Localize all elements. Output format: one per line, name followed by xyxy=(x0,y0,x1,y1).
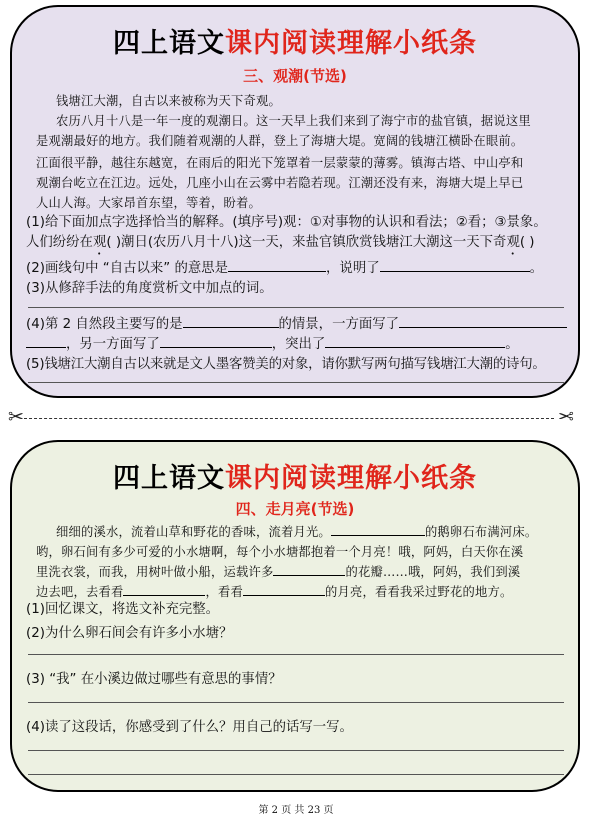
answer-blank[interactable] xyxy=(273,562,345,576)
passage-line: 人山人海。大家昂首东望，等着，盼着。 xyxy=(36,196,261,210)
q4-text: 。 xyxy=(505,337,519,352)
question-1-b xyxy=(26,231,535,258)
passage-line: 江面很平静，越往东越宽，在雨后的阳光下笼罩着一层蒙蒙的薄雾。镇海古塔、中山亭和 xyxy=(36,156,524,170)
passage-line xyxy=(36,562,520,580)
passage-text: 的月亮，看看我采过野花的地方。 xyxy=(324,585,513,599)
card1-title xyxy=(12,21,578,60)
passage-text: 细细的溪水，流着山草和野花的香味，流着月光。 xyxy=(56,525,331,539)
q2-text: 。 xyxy=(529,261,543,276)
card1-title-red: 课内阅读理解小纸条 xyxy=(225,28,477,59)
card-zouyueliang xyxy=(10,440,580,792)
passage-line: 观潮台屹立在江边。远处，几座小山在云雾中若隐若现。江潮还没有来，海塘大堤上早已 xyxy=(36,176,524,190)
answer-blank[interactable] xyxy=(399,314,567,328)
card1-title-black: 四上语文 xyxy=(113,28,225,59)
passage-text: 里洗衣裳，而我，用树叶做小船，运载许多 xyxy=(36,565,274,579)
answer-blank[interactable] xyxy=(380,258,530,272)
passage-line: 是观潮最好的地方。我们随着观潮的人群，登上了海塘大堤。宽阔的钱塘江横卧在眼前。 xyxy=(36,134,524,148)
page-footer: 第 2 页 共 23 页 xyxy=(258,805,334,816)
answer-line[interactable] xyxy=(28,382,564,383)
q2-text: ，说明了 xyxy=(326,261,380,276)
answer-blank[interactable] xyxy=(26,334,66,348)
q4-text: ，另一方面写了 xyxy=(66,337,160,352)
q1-text: ( )潮日(农历八月十八)这一天，来盐官镇欣赏钱塘江大潮这一天下奇 xyxy=(106,235,507,250)
question-2 xyxy=(26,257,543,276)
question-5: (5)钱塘江大潮自古以来就是文人墨客赞美的对象，请你默写两句描写钱塘江大潮的诗句。 xyxy=(26,357,546,372)
card2-title-red: 课内阅读理解小纸条 xyxy=(225,463,477,494)
q4-text: ，突出了 xyxy=(271,337,326,352)
card2-subtitle: 四、走月亮(节选) xyxy=(235,500,355,518)
answer-line[interactable] xyxy=(28,307,564,308)
passage-line xyxy=(56,522,537,540)
question-2: (2)为什么卵石间会有许多小水塘？ xyxy=(26,626,233,641)
answer-line[interactable] xyxy=(28,702,564,703)
answer-blank[interactable] xyxy=(228,258,326,272)
q2-text: (2)画线句中 “自古以来” 的意思是 xyxy=(26,261,229,276)
question-3: (3) “我” 在小溪边做过哪些有意思的事情？ xyxy=(26,672,282,687)
q1-text: 人们纷纷在 xyxy=(26,235,93,250)
answer-line[interactable] xyxy=(28,774,564,775)
scissors-icon: ✂ xyxy=(558,406,574,428)
question-3: (3)从修辞手法的角度赏析文中加点的词。 xyxy=(26,281,273,296)
answer-blank[interactable] xyxy=(123,582,205,596)
answer-blank[interactable] xyxy=(160,334,272,348)
cut-line xyxy=(24,418,554,419)
card-guanchao xyxy=(10,5,580,398)
passage-text: ，看看 xyxy=(205,585,243,599)
answer-line[interactable] xyxy=(28,750,564,751)
passage-line: 农历八月十八是一年一度的观潮日。这一天早上我们来到了海宁市的盐官镇，据说这里 xyxy=(56,114,531,128)
passage-line: 哟，卵石间有多少可爱的小水塘啊，每个小水塘都抱着一个月亮！哦，阿妈，白天你在溪 xyxy=(36,545,524,559)
question-4: (4)读了这段话，你感受到了什么？用自己的话写一写。 xyxy=(26,720,353,735)
question-4-a xyxy=(26,313,567,332)
q1-dotted-char: 观 xyxy=(506,235,520,250)
q4-text: (4)第 2 自然段主要写的是 xyxy=(26,317,183,332)
q4-text: 的情景，一方面写了 xyxy=(278,317,400,332)
card1-subtitle: 三、观潮(节选) xyxy=(243,67,347,85)
passage-line: 钱塘江大潮，自古以来被称为天下奇观。 xyxy=(56,94,281,108)
answer-blank[interactable] xyxy=(243,582,325,596)
passage-text: 的鹅卵石布满河床。 xyxy=(424,525,538,539)
answer-line[interactable] xyxy=(28,654,564,655)
card2-title xyxy=(12,456,578,495)
q1-dotted-char: 观 xyxy=(92,235,107,250)
answer-blank[interactable] xyxy=(325,334,505,348)
question-1: (1)回忆课文，将选文补充完整。 xyxy=(26,602,220,617)
card2-title-black: 四上语文 xyxy=(113,463,225,494)
question-4-b xyxy=(26,333,519,352)
passage-text: 的花瓣……哦，阿妈，我们到溪 xyxy=(345,565,521,579)
answer-blank[interactable] xyxy=(183,314,279,328)
question-1-a: (1)给下面加点字选择恰当的解释。(填序号)观：①对事物的认识和看法；②看；③景象。 xyxy=(26,215,547,230)
q1-text: ( ) xyxy=(519,235,535,250)
passage-text: 边去吧，去看看 xyxy=(36,585,124,599)
answer-blank[interactable] xyxy=(331,522,425,536)
scissors-icon: ✂ xyxy=(8,406,24,428)
